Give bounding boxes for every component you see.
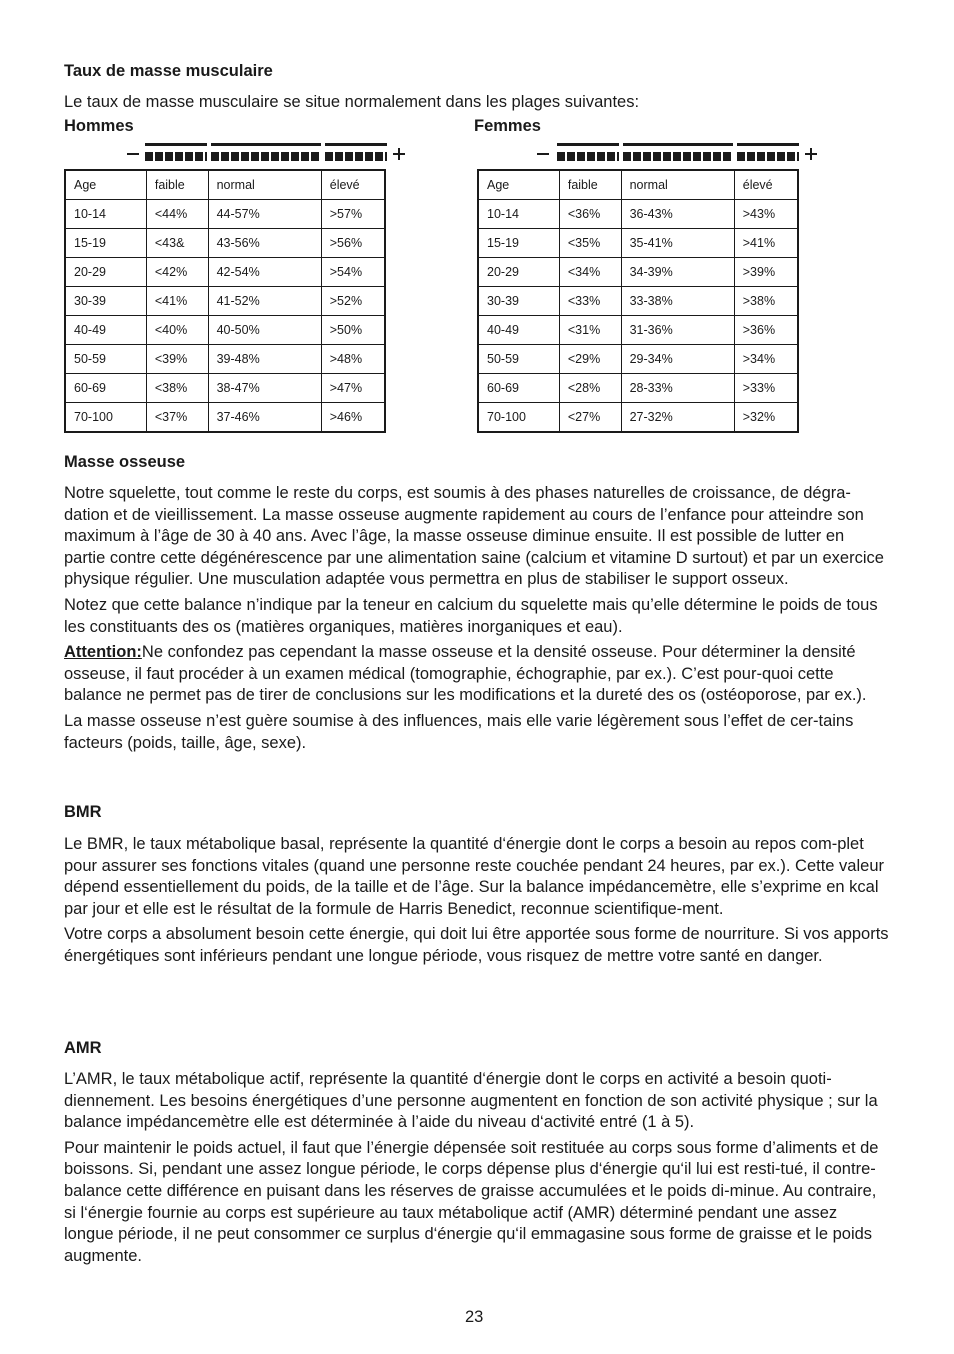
women-table: [477, 169, 799, 433]
men-scale: [127, 143, 405, 167]
amr-heading: AMR: [64, 1039, 102, 1057]
table-row: [478, 200, 798, 229]
table-cell: <29%: [559, 345, 621, 374]
table-cell: >56%: [321, 229, 385, 258]
table-cell: 15-19: [65, 229, 146, 258]
table-row: [65, 258, 385, 287]
table-cell: 37-46%: [208, 403, 321, 433]
table-cell: 70-100: [478, 403, 559, 433]
scale-segment-high: [325, 143, 387, 165]
page-number: 23: [465, 1308, 484, 1326]
table-cell: faible: [146, 170, 208, 200]
table-row: [478, 316, 798, 345]
table-cell: 60-69: [478, 374, 559, 403]
table-row: [478, 229, 798, 258]
table-row: [478, 403, 798, 433]
table-cell: 33-38%: [621, 287, 734, 316]
table-cell: 42-54%: [208, 258, 321, 287]
table-cell: <31%: [559, 316, 621, 345]
table-cell: 28-33%: [621, 374, 734, 403]
table-cell: <43&: [146, 229, 208, 258]
men-label: Hommes: [64, 117, 134, 135]
bmr-paragraph-2: Votre corps a absolument besoin cette énergie, qui doit lui être apportée sous forme de nourriture. Si vos apports énergétiques sont inférieurs pendant une longue période, vous risquez de mettre votre santé en danger.: [64, 925, 889, 965]
table-cell: >33%: [734, 374, 798, 403]
table-cell: 39-48%: [208, 345, 321, 374]
table-cell: <36%: [559, 200, 621, 229]
table-cell: 60-69: [65, 374, 146, 403]
table-cell: >52%: [321, 287, 385, 316]
bone-paragraph-4: La masse osseuse n’est guère soumise à des influences, mais elle varie légèrement sous l’effet de cer-tains facteurs (poids, taille, âge, sexe).: [64, 711, 854, 752]
table-cell: >50%: [321, 316, 385, 345]
bone-paragraph-1: Notre squelette, tout comme le reste du corps, est soumis à des phases naturelles de croissance, de dégra-dation et de vieillissement. La masse osseuse augmente rapidement au cours de l’enfance pour atteindre son maximum à l’âge de 30 à 40 ans. Avec l’âge, la masse osseuse diminue ensuite. Il est possible de lutter en partie contre cette dégénérescence par une alimentation saine (calcium et vitamine D surtout) et par un exercice physique régulier. Une musculation adaptée vous permettra en plus de stabiliser le support osseux.: [64, 484, 884, 589]
table-cell: Age: [65, 170, 146, 200]
table-cell: >57%: [321, 200, 385, 229]
table-cell: élevé: [321, 170, 385, 200]
table-cell: Age: [478, 170, 559, 200]
table-header-row: [65, 170, 385, 200]
table-row: [65, 200, 385, 229]
table-cell: 30-39: [65, 287, 146, 316]
table-cell: >36%: [734, 316, 798, 345]
table-cell: >47%: [321, 374, 385, 403]
table-cell: >48%: [321, 345, 385, 374]
table-row: [65, 229, 385, 258]
table-cell: <41%: [146, 287, 208, 316]
table-cell: 40-50%: [208, 316, 321, 345]
table-cell: faible: [559, 170, 621, 200]
table-cell: <38%: [146, 374, 208, 403]
table-cell: 10-14: [65, 200, 146, 229]
table-cell: <33%: [559, 287, 621, 316]
muscle-heading: Taux de masse musculaire: [64, 62, 273, 80]
table-cell: 36-43%: [621, 200, 734, 229]
table-cell: 70-100: [65, 403, 146, 433]
women-scale: [537, 143, 817, 167]
scale-segment-low: [557, 143, 619, 165]
table-cell: >32%: [734, 403, 798, 433]
attention-text: Ne confondez pas cependant la masse osseuse et la densité osseuse. Pour déterminer la densité osseuse, il faut procéder à un examen médical (tomographie, échographie, par ex.). C’est pour-quoi cette balance ne permet pas de tirer de conclusions sur les modifications et la dureté des os (ostéoporose, par ex.).: [64, 643, 867, 705]
table-cell: 38-47%: [208, 374, 321, 403]
table-cell: 15-19: [478, 229, 559, 258]
table-cell: <37%: [146, 403, 208, 433]
table-row: [65, 345, 385, 374]
bmr-body: [64, 834, 890, 968]
attention-label: Attention:: [64, 643, 142, 662]
women-label: Femmes: [474, 117, 541, 135]
table-cell: 50-59: [65, 345, 146, 374]
table-cell: <42%: [146, 258, 208, 287]
table-cell: 10-14: [478, 200, 559, 229]
amr-paragraph-2: Pour maintenir le poids actuel, il faut que l’énergie dépensée soit restituée au corps sous forme d’aliments et de boissons. Si, pendant une assez longue période, le corps dépense plus d‘énergie qu‘il lui est resti-tué, il contre-balance cette différence en puisant dans les réserves de graisse accumulées et le poids di-minue. Au contraire, si l‘énergie fournie au corps est supérieure au taux métabolique actif (AMR) déterminé pendant une assez longue période, il ne peut consommer ce surplus d‘énergie qu‘il emmagasine sous forme de graisse et le poids augmente.: [64, 1138, 879, 1265]
scale-segment-low: [145, 143, 207, 165]
table-cell: >38%: [734, 287, 798, 316]
table-row: [478, 287, 798, 316]
muscle-intro: Le taux de masse musculaire se situe normalement dans les plages suivantes:: [64, 93, 640, 111]
table-cell: <28%: [559, 374, 621, 403]
table-cell: >43%: [734, 200, 798, 229]
bone-paragraph-2: Notez que cette balance n’indique par la teneur en calcium du squelette mais qu’elle détermine le poids de tous les constituants des os (matières organiques, matières inorganiques et eau).: [64, 595, 878, 636]
bone-body: [64, 483, 890, 754]
table-row: [65, 374, 385, 403]
table-cell: >34%: [734, 345, 798, 374]
table-row: [65, 316, 385, 345]
table-cell: <35%: [559, 229, 621, 258]
table-cell: 43-56%: [208, 229, 321, 258]
table-cell: 35-41%: [621, 229, 734, 258]
table-cell: <40%: [146, 316, 208, 345]
table-cell: 20-29: [478, 258, 559, 287]
bmr-heading: BMR: [64, 803, 102, 821]
table-row: [478, 345, 798, 374]
table-cell: 30-39: [478, 287, 559, 316]
scale-segment-normal: [211, 143, 321, 165]
table-cell: 41-52%: [208, 287, 321, 316]
table-row: [65, 287, 385, 316]
table-row: [478, 374, 798, 403]
table-header-row: [478, 170, 798, 200]
table-cell: >54%: [321, 258, 385, 287]
table-cell: 40-49: [478, 316, 559, 345]
table-cell: élevé: [734, 170, 798, 200]
scale-segment-high: [737, 143, 799, 165]
table-cell: >39%: [734, 258, 798, 287]
table-cell: 31-36%: [621, 316, 734, 345]
table-cell: >41%: [734, 229, 798, 258]
amr-body: [64, 1069, 890, 1267]
table-cell: normal: [621, 170, 734, 200]
table-cell: >46%: [321, 403, 385, 433]
amr-paragraph-1: L’AMR, le taux métabolique actif, représente la quantité d‘énergie dont le corps en activité a besoin quoti-diennement. Les besoins énergétiques d’une personne augmentent en fonction de son activité physique ; sur la balance impédancemètre elle est déterminée à l’aide du niveau d‘activité entré (1 à 5).: [64, 1070, 878, 1132]
scale-segment-normal: [623, 143, 733, 165]
bone-heading: Masse osseuse: [64, 453, 186, 471]
table-cell: 20-29: [65, 258, 146, 287]
table-cell: 34-39%: [621, 258, 734, 287]
table-cell: <39%: [146, 345, 208, 374]
bmr-paragraph-1: Le BMR, le taux métabolique basal, représente la quantité d‘énergie dont le corps a besoin au repos com-plet pour assurer ses fonctions vitales (quand une personne reste couchée pendant 24 heures, par ex.). Cette valeur dépend essentiellement du poids, de la taille et de l’âge. Sur la balance impédancemètre, elle s’exprime en kcal par jour et elle est le résultat de la formule de Harris Benedict, reconnue scientifique-ment.: [64, 835, 884, 918]
table-cell: normal: [208, 170, 321, 200]
bone-paragraph-3: [64, 642, 890, 707]
minus-icon: [127, 153, 139, 155]
table-cell: 27-32%: [621, 403, 734, 433]
table-row: [478, 258, 798, 287]
table-row: [65, 403, 385, 433]
table-cell: <27%: [559, 403, 621, 433]
table-cell: <34%: [559, 258, 621, 287]
table-cell: 50-59: [478, 345, 559, 374]
table-cell: 29-34%: [621, 345, 734, 374]
table-cell: <44%: [146, 200, 208, 229]
table-cell: 40-49: [65, 316, 146, 345]
minus-icon: [537, 153, 549, 155]
men-table: [64, 169, 386, 433]
table-cell: 44-57%: [208, 200, 321, 229]
